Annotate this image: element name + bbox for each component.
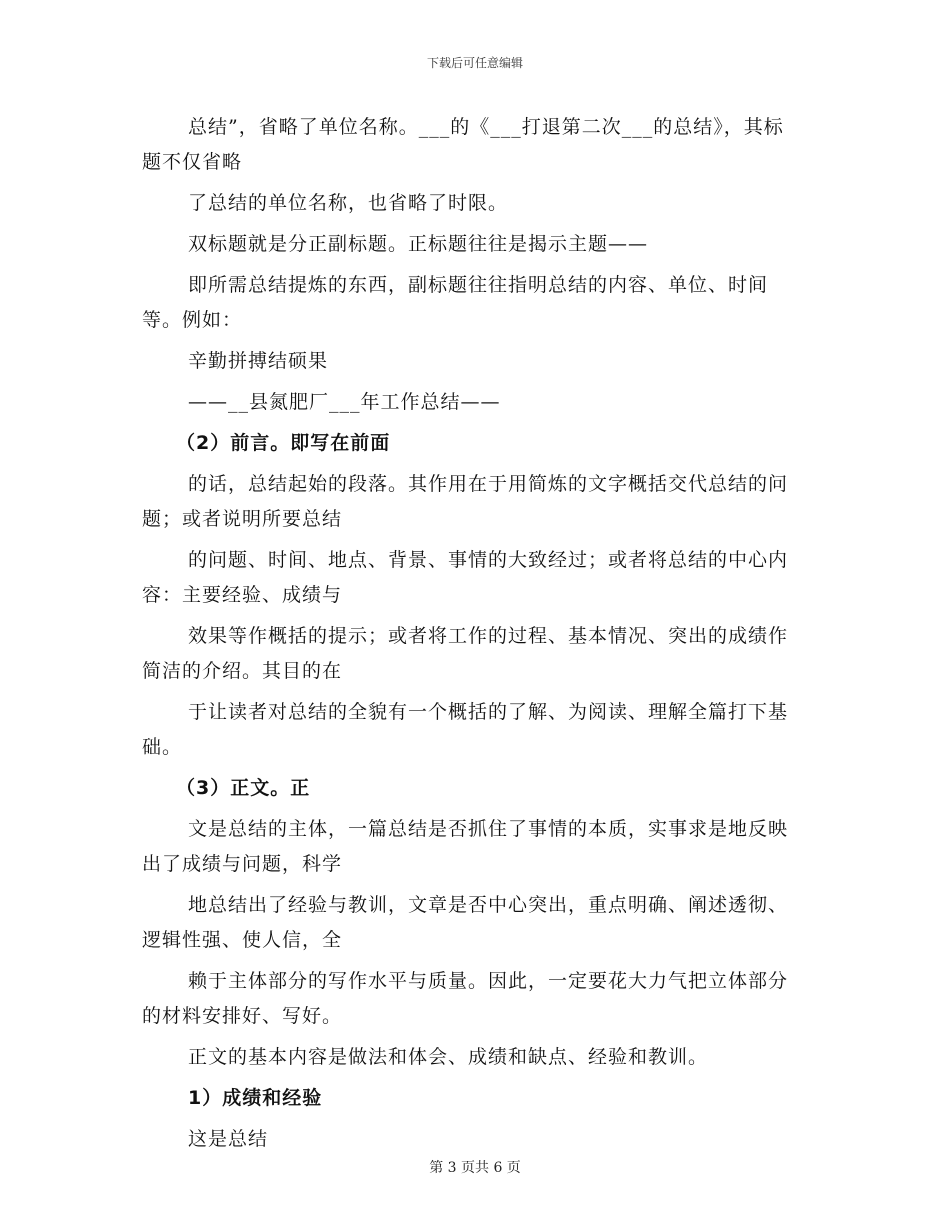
paragraph: 效果等作概括的提示；或者将工作的过程、基本情况、突出的成绩作简洁的介绍。其目的在 <box>142 625 789 682</box>
paragraph: 双标题就是分正副标题。正标题往往是揭示主题—— <box>188 233 649 255</box>
paragraph: 文是总结的主体，一篇总结是否抓住了事情的本质，实事求是地反映出了成绩与问题，科学 <box>142 818 789 875</box>
page-footer: 第 3 页共 6 页 <box>429 1160 521 1176</box>
paragraph: 总结”，省略了单位名称。___的《___打退第二次___的总结》，其标题不仅省略 <box>142 116 784 173</box>
paragraph: 这是总结 <box>188 1128 269 1150</box>
paragraph: 的话，总结起始的段落。其作用在于用简炼的文字概括交代总结的问题；或者说明所要总结 <box>142 473 789 530</box>
paragraph: 辛勤拼搏结硕果 <box>188 350 329 372</box>
paragraph: 了总结的单位名称，也省略了时限。 <box>188 192 509 214</box>
document-body <box>142 110 802 1163</box>
paragraph: 赖于主体部分的写作水平与质量。因此，一定要花大力气把立体部分的材料安排好、写好。 <box>142 970 789 1027</box>
section-heading: （2）前言。即写在前面 <box>176 432 391 454</box>
paragraph: 正文的基本内容是做法和体会、成绩和缺点、经验和教训。 <box>188 1046 709 1068</box>
paragraph: 即所需总结提炼的东西，副标题往往指明总结的内容、单位、时间等。例如： <box>142 274 769 331</box>
paragraph: ——__县氮肥厂___年工作总结—— <box>188 391 501 413</box>
paragraph: 于让读者对总结的全貌有一个概括的了解、为阅读、理解全篇打下基础。 <box>142 701 789 758</box>
page-header: 下载后可任意编辑 <box>426 56 523 70</box>
section-heading: （3）正文。正 <box>176 777 311 799</box>
paragraph: 的问题、时间、地点、背景、事情的大致经过；或者将总结的中心内容：主要经验、成绩与 <box>142 549 789 606</box>
section-heading: 1）成绩和经验 <box>188 1087 323 1109</box>
paragraph: 地总结出了经验与教训，文章是否中心突出，重点明确、阐述透彻、逻辑性强、使人信，全 <box>142 894 789 951</box>
